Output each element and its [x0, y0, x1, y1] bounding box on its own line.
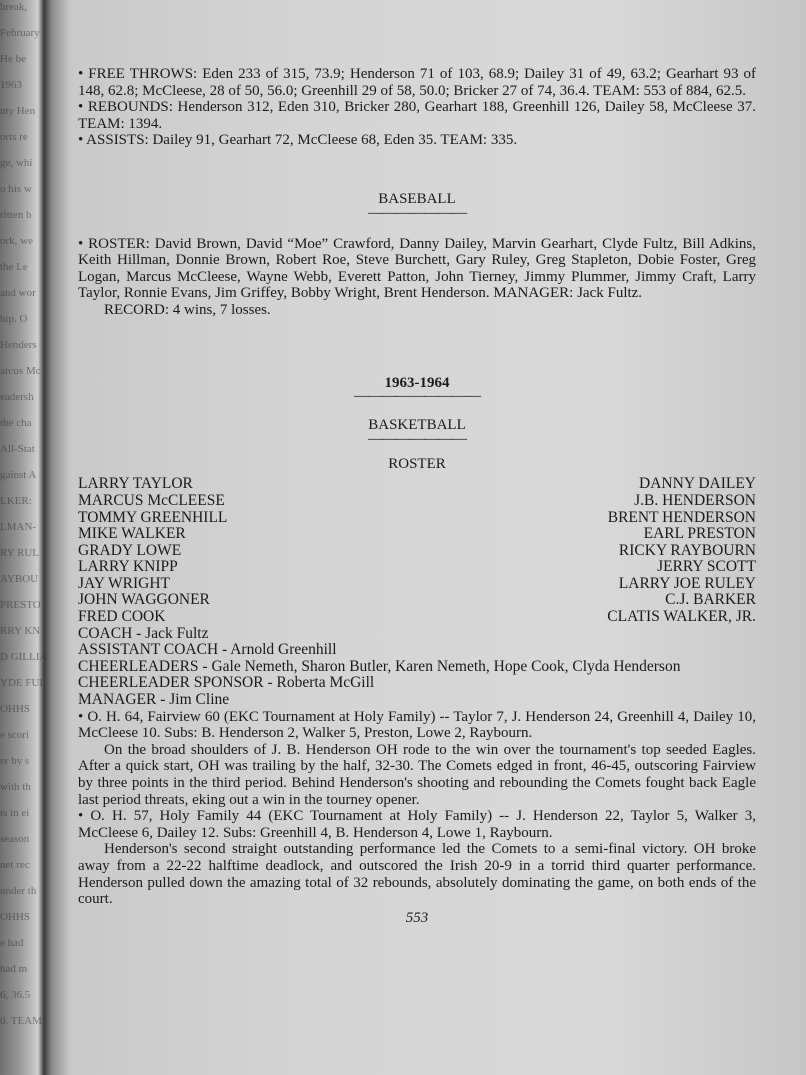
- cheerleaders: CHEERLEADERS - Gale Nemeth, Sharon Butler, Karen Nemeth, Hope Cook, Clyda Henderson: [78, 657, 681, 675]
- previous-page-fragment: net rec: [0, 859, 30, 871]
- previous-page-fragment: er by s: [0, 755, 30, 767]
- roster-right-column: [607, 476, 756, 625]
- roster-heading: ROSTER: [388, 455, 446, 472]
- previous-page-fragment: eadersh: [0, 391, 34, 403]
- previous-page-fragment: February: [0, 27, 40, 39]
- previous-page-fragment: All-Stat: [0, 443, 35, 455]
- baseball-record: RECORD: 4 wins, 7 losses.: [104, 301, 271, 318]
- previous-page-fragment: ork, we: [0, 235, 33, 247]
- game-score: • O. H. 57, Holy Family 44 (EKC Tournament at Holy Family) -- J. Henderson 22, Taylor 5, Walker 3, McCleese 6, Dailey 12. Subs: Greenhill 4, B. Henderson 4, Lowe 1, Raybourn.: [78, 808, 756, 841]
- previous-page-fragment: He be: [0, 53, 26, 65]
- previous-page-fragment: nty Hen: [0, 105, 36, 117]
- roster-player: J.B. HENDERSON: [634, 491, 756, 509]
- basketball-heading: BASKETBALL: [368, 417, 466, 434]
- previous-page-fragment: o his w: [0, 183, 32, 195]
- roster-player: CLATIS WALKER, JR.: [607, 608, 756, 626]
- roster-player: C.J. BARKER: [665, 591, 756, 609]
- page-number: 553: [405, 909, 429, 926]
- roster-player: JOHN WAGGONER: [78, 591, 210, 609]
- previous-page-fragment: the Le: [0, 261, 28, 273]
- previous-page-fragment: the cha: [0, 417, 32, 429]
- heading-rule: ———————: [368, 204, 466, 221]
- previous-page-fragment: ge, whi: [0, 157, 33, 169]
- assistant-coach: ASSISTANT COACH - Arnold Greenhill: [78, 641, 337, 659]
- staff-list: [78, 626, 756, 709]
- previous-page-fragment: PRESTO: [0, 599, 41, 611]
- previous-page-fragment: break,: [0, 1, 28, 13]
- previous-page-fragment: LMAN-: [0, 521, 37, 533]
- previous-page-fragment: and wor: [0, 287, 36, 299]
- previous-page-fragment: LKER:: [0, 495, 32, 507]
- previous-page-fragment: YDE FUL: [0, 677, 47, 689]
- previous-page-fragment: 6, 36.5: [0, 989, 31, 1001]
- book-page: [78, 66, 756, 926]
- baseball-heading: BASEBALL: [378, 190, 456, 207]
- previous-page-fragment: Henders: [0, 339, 37, 351]
- heading-rule: —————————: [354, 388, 480, 405]
- previous-page-fragment: e had: [0, 937, 24, 949]
- game-recap: Henderson's second straight outstanding performance led the Comets to a semi-final victory. OH broke away from a 22-22 halftime deadlock, and outscored the Irish 20-9 in a torrid third quarter performance. Henderson pulled down the amazing total of 32 rebounds, absolutely dominating the game, on both ends of the court.: [78, 841, 756, 908]
- roster-player: RICKY RAYBOURN: [618, 541, 756, 559]
- roster-player: BRENT HENDERSON: [607, 508, 756, 526]
- previous-page-fragment: had m: [0, 963, 28, 975]
- roster-player: LARRY JOE RULEY: [618, 574, 756, 592]
- previous-page-fragment: RY RUL: [0, 547, 40, 559]
- previous-page-fragment: RRY KN: [0, 625, 41, 637]
- roster-player: DANNY DAILEY: [639, 475, 756, 493]
- season-heading: 1963-1964: [384, 374, 450, 391]
- previous-page-fragment: arcus Mc: [0, 365, 41, 377]
- roster-player: FRED COOK: [78, 608, 166, 626]
- roster-player: EARL PRESTON: [643, 525, 756, 543]
- basketball-roster: [78, 476, 756, 625]
- previous-page-fragment: OHHS: [0, 911, 30, 923]
- roster-player: TOMMY GREENHILL: [78, 508, 228, 526]
- previous-page-edge: [0, 0, 48, 1075]
- roster-player: JERRY SCOTT: [657, 558, 756, 576]
- coach: COACH - Jack Fultz: [78, 624, 209, 642]
- previous-page-fragment: D GILLIA: [0, 651, 48, 663]
- assists-stats: • ASSISTS: Dailey 91, Gearhart 72, McCleese 68, Eden 35. TEAM: 335.: [78, 132, 518, 149]
- previous-page-fragment: e scori: [0, 729, 30, 741]
- roster-player: LARRY KNIPP: [78, 558, 178, 576]
- heading-rule: ———————: [368, 430, 466, 447]
- previous-page-fragment: 0. TEAM: [0, 1015, 42, 1027]
- cheerleader-sponsor: CHEERLEADER SPONSOR - Roberta McGill: [78, 674, 375, 692]
- previous-page-fragment: gainst A: [0, 469, 37, 481]
- roster-player: MARCUS McCLEESE: [78, 491, 225, 509]
- previous-page-fragment: 1963: [0, 79, 22, 91]
- roster-player: JAY WRIGHT: [78, 574, 171, 592]
- roster-player: MIKE WALKER: [78, 525, 186, 543]
- previous-page-fragment: ts in ei: [0, 807, 30, 819]
- previous-page-fragment: OHHS: [0, 703, 30, 715]
- previous-page-fragment: AYBOU: [0, 573, 39, 585]
- previous-page-fragment: ritten b: [0, 209, 32, 221]
- roster-player: LARRY TAYLOR: [78, 475, 193, 493]
- rebounds-stats: • REBOUNDS: Henderson 312, Eden 310, Bricker 280, Gearhart 188, Greenhill 126, Dailey 58, McCleese 37. TEAM: 1394.: [78, 99, 756, 132]
- roster-player: GRADY LOWE: [78, 541, 182, 559]
- previous-page-fragment: season: [0, 833, 30, 845]
- game-recap: On the broad shoulders of J. B. Henderson OH rode to the win over the tournament's top seeded Eagles. After a quick start, OH was trailing by the half, 32-30. The Comets edged in front, 46-45, outscoring Fairview by three points in the third period. Behind Henderson's shooting and rebounding the Comets fought back Eagle last period threats, eking out a win in the tourney opener.: [78, 741, 756, 808]
- roster-left-column: [78, 476, 227, 625]
- previous-page-fragment: orts re: [0, 131, 28, 143]
- baseball-roster: • ROSTER: David Brown, David “Moe” Crawford, Danny Dailey, Marvin Gearhart, Clyde Fultz, Bill Adkins, Keith Hillman, Donnie Brown, Robert Roe, Steve Burchett, Gary Ruley, Greg Stapleton, Dobie Foster, Greg Logan, Marcus McCleese, Wayne Webb, Everett Patton, John Tierney, Jimmy Plummer, Jimmy Craft, Larry Taylor, Ronnie Evans, Jim Griffey, Bobby Wright, Brent Henderson. MANAGER: Jack Fultz.: [78, 235, 756, 302]
- previous-page-fragment: with th: [0, 781, 31, 793]
- previous-page-fragment: under th: [0, 885, 37, 897]
- game-score: • O. H. 64, Fairview 60 (EKC Tournament at Holy Family) -- Taylor 7, J. Henderson 24, Greenhill 4, Dailey 10, McCleese 10. Subs: B. Henderson 2, Walker 5, Preston, Lowe 2, Raybourn.: [78, 708, 756, 742]
- free-throws-stats: • FREE THROWS: Eden 233 of 315, 73.9; Henderson 71 of 103, 68.9; Dailey 31 of 49, 63.2; Gearhart 93 of 148, 62.8; McCleese, 28 of 50, 56.0; Greenhill 29 of 58, 50.0; Bricker 27 of 74, 36.4. TEAM: 553 of 884, 62.5.: [78, 66, 756, 99]
- manager: MANAGER - Jim Cline: [78, 691, 230, 709]
- previous-page-fragment: hip. O: [0, 313, 28, 325]
